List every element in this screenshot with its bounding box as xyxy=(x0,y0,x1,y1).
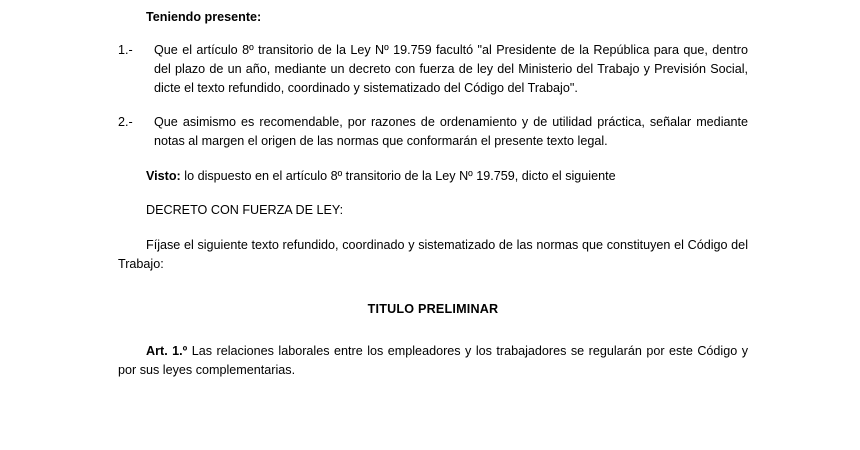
articulo-text: Las relaciones laborales entre los empleadores y los trabajadores se regularán por este Código y por sus leyes complementarias. xyxy=(118,343,748,377)
visto-text: lo dispuesto en el artículo 8º transitorio de la Ley Nº 19.759, dicto el siguiente xyxy=(180,168,616,183)
item-text: Que asimismo es recomendable, por razones de ordenamiento y de utilidad práctica, señalar mediante notas al margen el origen de las normas que conformarán el presente texto legal. xyxy=(154,114,748,148)
numbered-item-2 xyxy=(118,113,748,151)
fijase-paragraph: Fíjase el siguiente texto refundido, coordinado y sistematizado de las normas que constituyen el Código del Trabajo: xyxy=(118,238,748,272)
title-preliminar: TITULO PRELIMINAR xyxy=(367,302,499,317)
item-text: Que el artículo 8º transitorio de la Ley Nº 19.759 facultó "al Presidente de la República para que, dentro del plazo de un año, mediante un decreto con fuerza de ley del Ministerio del Trabajo y Previsión Social, dicte el texto refundido, coordinado y sistematizado del Código del Trabajo". xyxy=(154,43,748,96)
document-body xyxy=(118,8,748,380)
section-heading: Teniendo presente: xyxy=(146,10,262,24)
decreto-line: DECRETO CON FUERZA DE LEY: xyxy=(146,202,344,217)
articulo-label: Art. 1.º xyxy=(146,343,188,358)
articulo-1 xyxy=(118,342,748,380)
visto-label: Visto: xyxy=(146,168,181,183)
numbered-item-1 xyxy=(118,41,748,98)
visto-paragraph xyxy=(146,167,748,186)
item-number: 1.- xyxy=(118,43,133,58)
item-number: 2.- xyxy=(118,114,133,129)
